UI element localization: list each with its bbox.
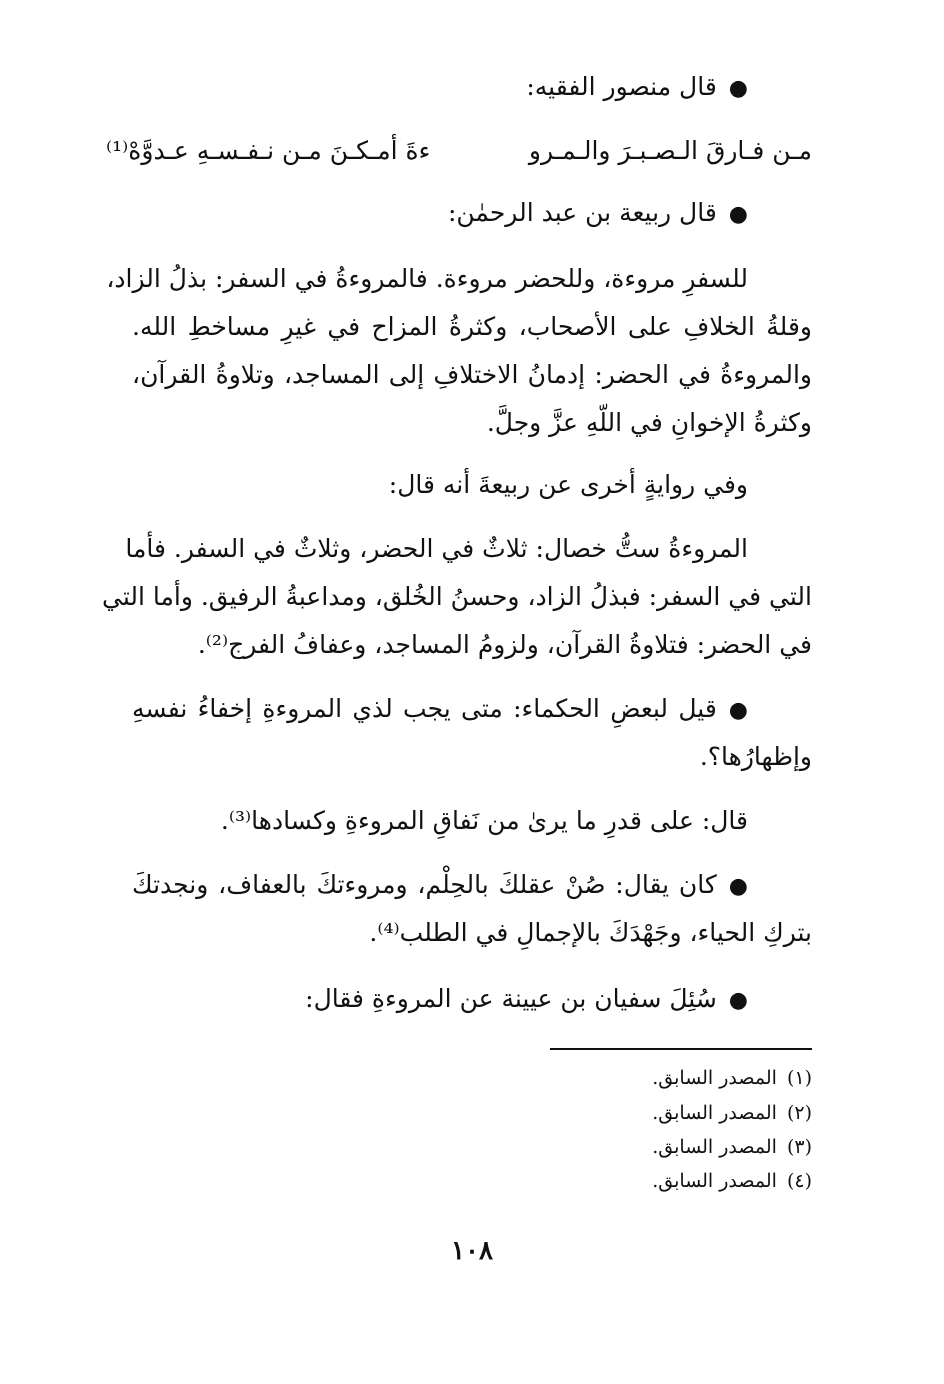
paragraph-line: بتركِ الحياء، وجَهْدَكَ بالإجمالِ في الطلب⁽⁴⁾.: [369, 918, 812, 947]
paragraph-text: سُئِلَ سفيان بن عيينة عن المروءةِ فقال:: [305, 984, 717, 1013]
bullet-marker: ●: [728, 698, 748, 723]
heading-text: قال ربيعة بن عبد الرحمٰن:: [447, 198, 717, 227]
bullet-paragraph: [132, 982, 748, 1018]
paragraph-text: قيل لبعضِ الحكماء: متى يجب لذي المروءةِ إخفاءُ نفسهِ: [132, 694, 717, 723]
paragraph-line: قال: على قدرِ ما يرىٰ من نَفاقِ المروءةِ وكسادها⁽³⁾.: [220, 806, 748, 835]
bullet-paragraph: [132, 692, 748, 728]
paragraph-line: وإظهارُها؟.: [699, 742, 812, 771]
paragraph-line: وكثرةُ الإخوانِ في اللّهِ عزَّ وجلَّ.: [486, 408, 812, 437]
bullet-marker: ●: [728, 202, 748, 227]
footnote-number: (٢): [786, 1102, 812, 1124]
paragraph-line: وفي روايةٍ أخرى عن ربيعةَ أنه قال:: [388, 470, 748, 499]
heading-rabia: [132, 196, 748, 232]
paragraph-line: التي في السفر: فبذلُ الزاد، وحسنُ الخُلق، ومداعبةُ الرفيق. وأما التي: [102, 582, 812, 611]
verse-line: [0, 134, 944, 168]
paragraph-line: في الحضر: فتلاوةُ القرآن، ولزومُ المساجد، وعفافُ الفرج⁽²⁾.: [197, 630, 812, 659]
footnote-text: المصدر السابق.: [652, 1067, 777, 1089]
footnote-2: [512, 1099, 812, 1127]
paragraph-line: للسفرِ مروءة، وللحضر مروءة. فالمروءةُ في السفر: بذلُ الزاد،: [106, 264, 748, 293]
paragraph-line: والمروءةُ في الحضر: إدمانُ الاختلافِ إلى المساجد، وتلاوةُ القرآن،: [132, 360, 812, 389]
verse-second-hemistich: ءةَ أمـكـنَ مـن نـفـسـهِ عـدوَّهْ⁽¹⁾: [106, 136, 431, 165]
footnote-3: [512, 1133, 812, 1161]
paragraph-line: المروءةُ ستُّ خصال: ثلاثٌ في الحضر، وثلاثٌ في السفر. فأما: [125, 534, 748, 563]
bullet-marker: ●: [728, 874, 748, 899]
footnote-4: [512, 1167, 812, 1195]
footnote-number: (٤): [786, 1170, 812, 1192]
footnote-text: المصدر السابق.: [652, 1102, 777, 1124]
bullet-paragraph: [132, 868, 748, 904]
footnote-text: المصدر السابق.: [652, 1136, 777, 1158]
footnote-divider: [550, 1048, 812, 1050]
footnote-text: المصدر السابق.: [652, 1170, 777, 1192]
paragraph-line: وقلةُ الخلافِ على الأصحاب، وكثرةُ المزاح في غيرِ مساخطِ الله.: [132, 312, 812, 341]
footnote-1: [512, 1064, 812, 1092]
paragraph-text: كان يقال: صُنْ عقلكَ بالحِلْم، ومروءتكَ بالعفاف، ونجدتكَ: [132, 870, 717, 899]
footnote-number: (٣): [786, 1136, 812, 1158]
bullet-marker: ●: [728, 76, 748, 101]
footnote-number: (١): [786, 1067, 812, 1089]
heading-mansour: [132, 70, 748, 106]
heading-text: قال منصور الفقيه:: [526, 72, 717, 101]
bullet-marker: ●: [728, 988, 748, 1013]
page-number: ١٠٨: [451, 1236, 493, 1266]
verse-first-hemistich: مـن فـارقَ الـصـبـرَ والـمـرو: [528, 136, 812, 165]
